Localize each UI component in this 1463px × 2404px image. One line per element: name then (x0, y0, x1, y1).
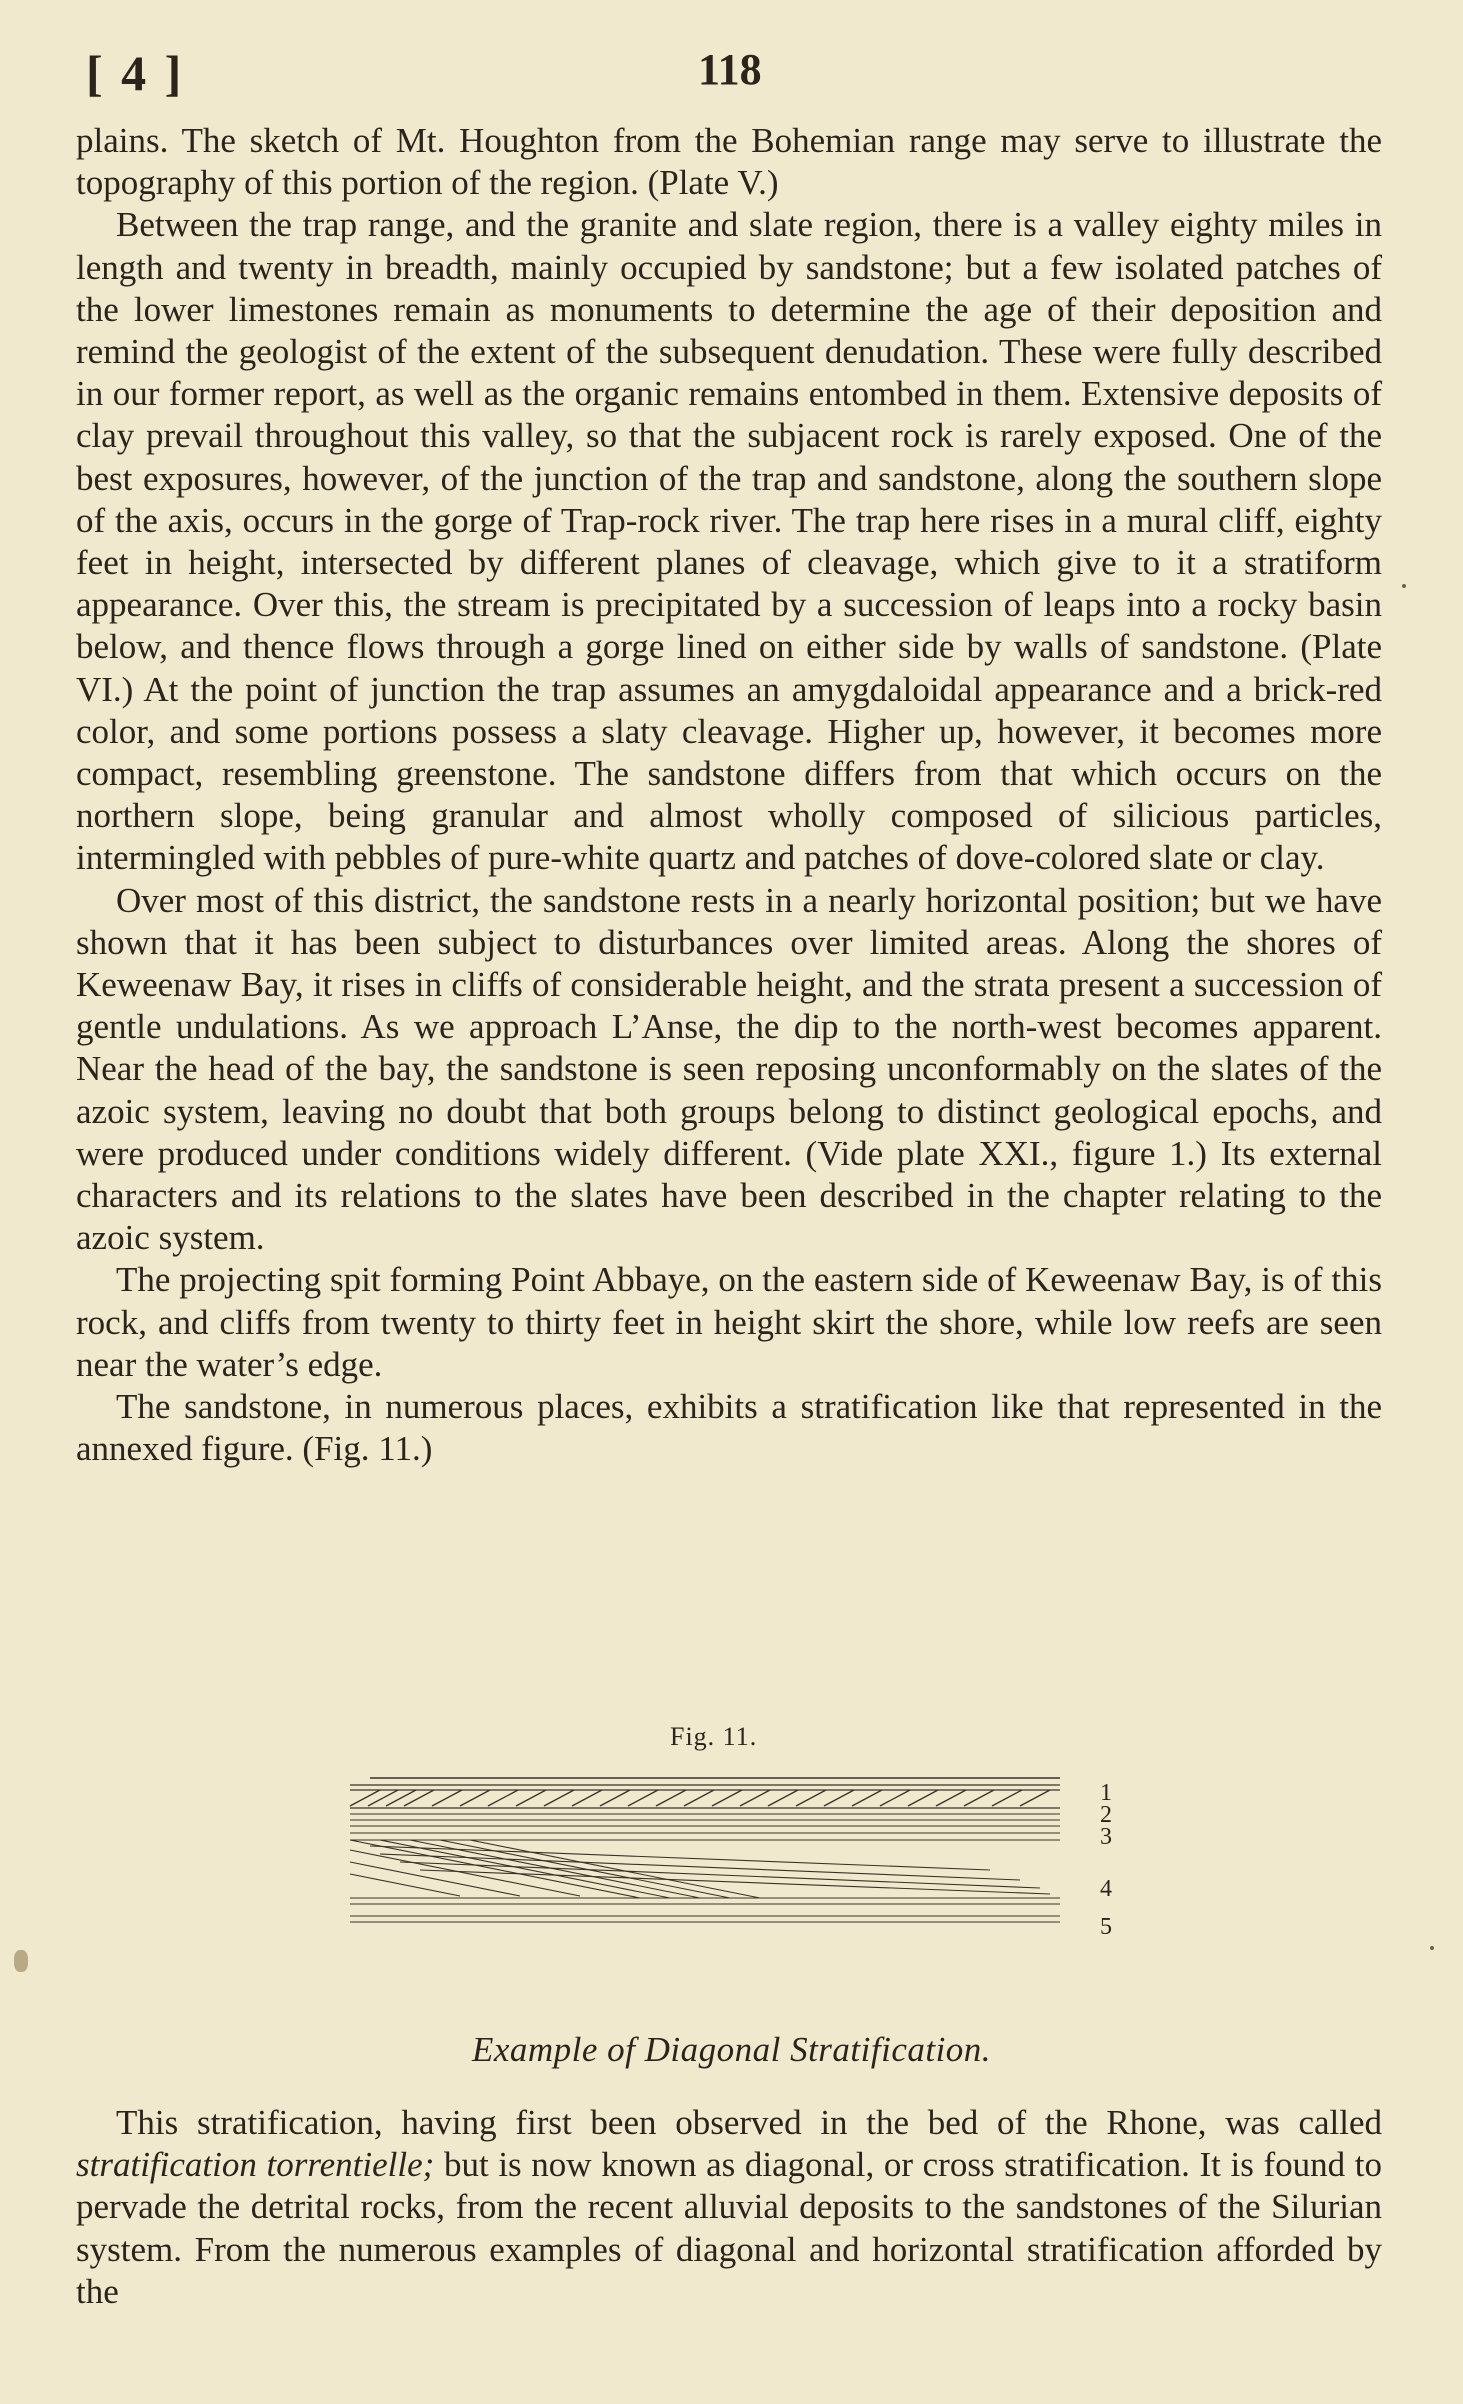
layer-number: 3 (1100, 1824, 1112, 1850)
page-header (78, 44, 1388, 104)
paragraph (76, 2102, 1382, 2313)
stratification-diagram (340, 1770, 1080, 1940)
text-run: but is now known as diagonal, or cross stratification. It is found to pervade the detrital rocks, from the recent alluvial deposits to the sandstones of the Silurian system. From the numerous examples of diagonal and horizontal stratification afforded by the (76, 2145, 1382, 2311)
signature-mark: [ 4 ] (86, 45, 185, 101)
speck (1402, 584, 1406, 588)
stratum-5 (350, 1904, 1060, 1922)
figure-11 (340, 1720, 1160, 2020)
layer-number: 1 (1100, 1780, 1112, 1806)
page-number: 118 (698, 45, 762, 94)
figure-label: Fig. 11. (670, 1722, 758, 1751)
figure-caption: Example of Diagonal Stratification. (471, 2030, 992, 2069)
stratum-3 (350, 1814, 1060, 1833)
layer-number: 2 (1100, 1802, 1112, 1828)
paragraph: The projecting spit forming Point Abbaye, on the eastern side of Keweenaw Bay, is of this rock, and cliffs from twenty to thirty feet in height skirt the shore, while low reefs are seen near the water’s edge. (76, 1260, 1382, 1384)
closing-text (76, 2102, 1382, 2313)
speck (1430, 1946, 1434, 1950)
layer-number: 5 (1100, 1914, 1112, 1940)
stratum-4-cross-bedding (350, 1840, 1060, 1898)
body-text (76, 120, 1382, 1471)
page-stain (14, 1950, 28, 1972)
paragraph: Between the trap range, and the granite and slate region, there is a valley eighty miles in length and twenty in breadth, mainly occupied by sandstone; but a few isolated patches of the lower limestones remain as monuments to determine the age of their deposition and remind the geologist of the extent of the subsequent denudation. These were fully described in our former report, as well as the organic remains entombed in them. Extensive deposits of clay prevail throughout this valley, so that the subjacent rock is rarely exposed. One of the best exposures, however, of the junction of the trap and sandstone, along the southern slope of the axis, occurs in the gorge of Trap-rock river. The trap here rises in a mural cliff, eighty feet in height, intersected by different planes of cleavage, which give to it a stratiform appearance. Over this, the stream is precipitated by a succession of leaps into a rocky basin below, and thence flows through a gorge lined on either side by walls of sandstone. (Plate VI.) At the point of junction the trap assumes an amygdaloidal appearance and a brick-red color, and some portions possess a slaty cleavage. Higher up, however, it becomes more compact, resembling greenstone. The sandstone differs from that which occurs on the northern slope, being granular and almost wholly composed of silicious particles, intermingled with pebbles of pure-white quartz and patches of dove-colored slate or clay. (76, 205, 1382, 878)
paragraph: plains. The sketch of Mt. Houghton from the Bohemian range may serve to illustrate the topography of this portion of the region. (Plate V.) (76, 121, 1382, 203)
stratum-2-hatching (350, 1790, 1060, 1808)
italic-term: stratification torrentielle; (76, 2145, 435, 2185)
paragraph: The sandstone, in numerous places, exhibits a stratification like that represented in the annexed figure. (Fig. 11.) (76, 1387, 1382, 1469)
paragraph: Over most of this district, the sandstone rests in a nearly horizontal position; but we have shown that it has been subject to disturbances over limited areas. Along the shores of Keweenaw Bay, it rises in cliffs of considerable height, and the strata present a succession of gentle undulations. As we approach L’Anse, the dip to the north-west becomes apparent. Near the head of the bay, the sandstone is seen reposing unconformably on the slates of the azoic system, leaving no doubt that both groups belong to distinct geological epochs, and were produced under conditions widely different. (Vide plate XXI., figure 1.) Its external characters and its relations to the slates have been described in the chapter relating to the azoic system. (76, 880, 1382, 1258)
layer-number: 4 (1100, 1876, 1112, 1902)
text-run: This stratification, having first been observed in the bed of the Rhone, was called (116, 2103, 1382, 2142)
